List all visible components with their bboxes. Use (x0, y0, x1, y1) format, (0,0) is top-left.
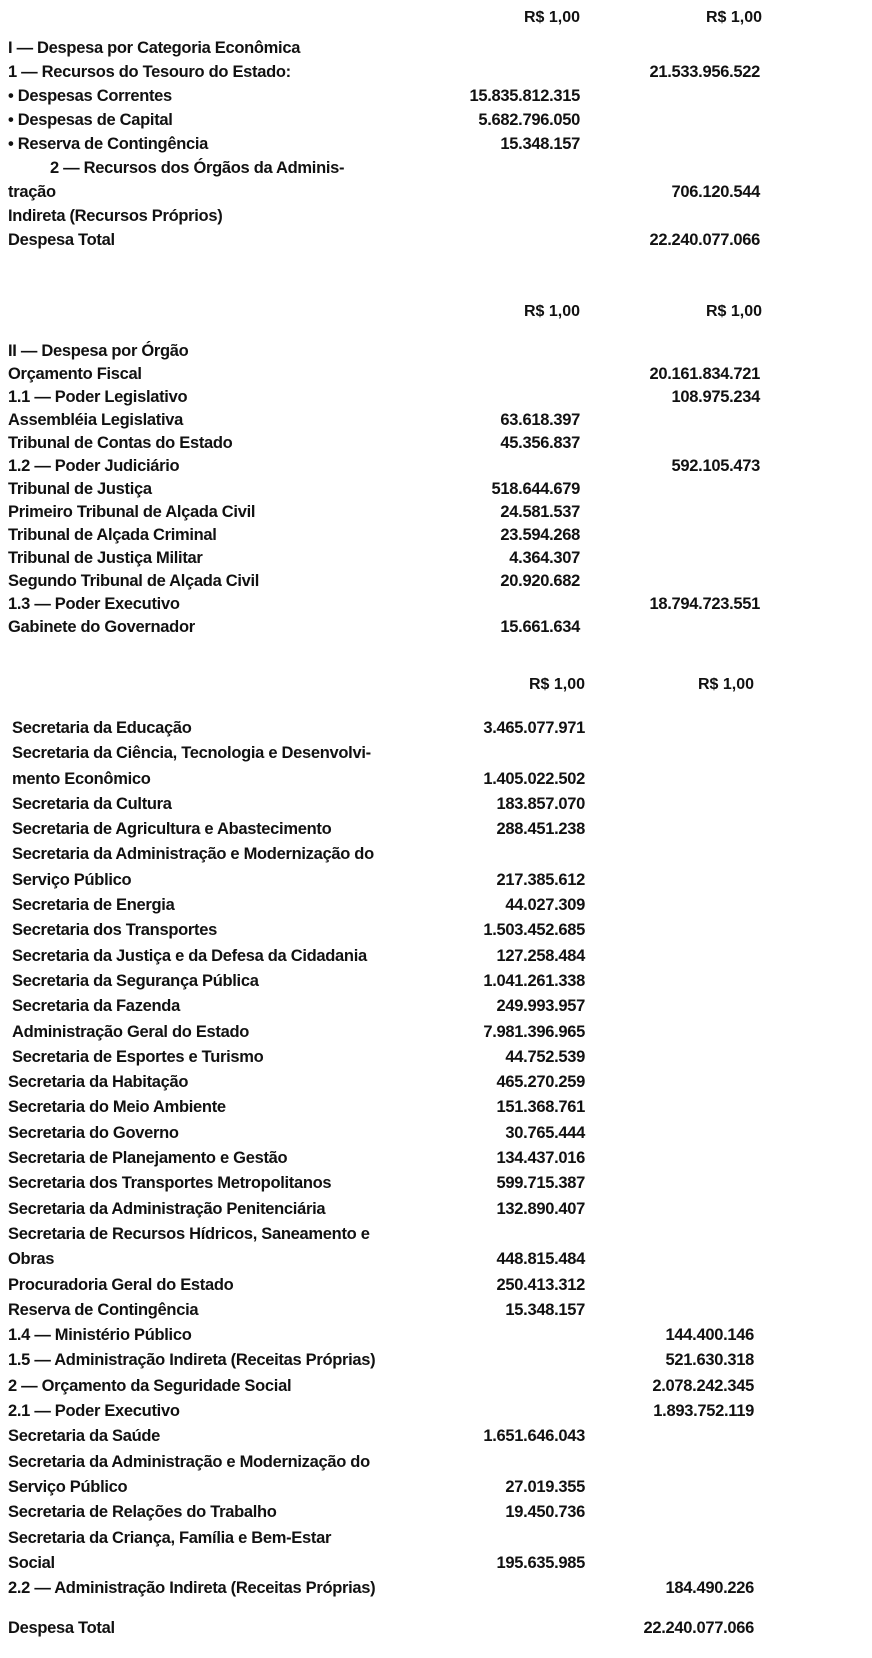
row-label: Secretaria da Cultura (12, 794, 172, 813)
table-row (0, 1348, 872, 1373)
row-label: • Reserva de Contingência (8, 135, 209, 153)
row-label: Primeiro Tribunal de Alçada Civil (8, 503, 256, 521)
row-value-detail: 15.348.157 (505, 1300, 585, 1319)
row-value-detail: 183.857.070 (496, 794, 585, 813)
table-row (0, 409, 872, 432)
row-label: 2.1 — Poder Executivo (8, 1402, 180, 1421)
table-row (0, 156, 872, 180)
table-row (0, 716, 872, 741)
table-row (0, 1045, 872, 1070)
table-row (0, 1020, 872, 1045)
row-label: 1 — Recursos do Tesouro do Estado: (8, 63, 291, 81)
table-row (0, 1222, 872, 1247)
row-label: Secretaria de Recursos Hídricos, Saneamento e (8, 1224, 370, 1243)
row-value-detail: 44.027.309 (505, 896, 585, 915)
currency-header-col-b: R$ 1,00 (705, 303, 762, 320)
row-label: Secretaria dos Transportes Metropolitanos (8, 1174, 332, 1193)
section-despesa-por-categoria (0, 7, 872, 252)
row-label: mento Econômico (12, 769, 151, 788)
table-row (0, 204, 872, 228)
row-label: tração (8, 183, 56, 201)
table-row (0, 944, 872, 969)
row-label: Obras (8, 1250, 55, 1269)
currency-header-row (0, 301, 872, 323)
row-value-total: 592.105.473 (671, 457, 760, 475)
row-value-total: 108.975.234 (671, 388, 760, 406)
row-label: Despesa Total (8, 231, 115, 249)
row-label: Reserva de Contingência (8, 1300, 199, 1319)
table-row (0, 1424, 872, 1449)
row-label: Secretaria da Habitação (8, 1073, 189, 1092)
row-label: Secretaria da Educação (12, 719, 192, 737)
table-row (0, 1171, 872, 1196)
table-row (0, 36, 872, 60)
row-value-total: 144.400.146 (665, 1326, 754, 1345)
row-label: 2 — Recursos dos Órgãos da Adminis- (50, 159, 345, 177)
row-label: Secretaria de Agricultura e Abastecimento (12, 820, 332, 839)
table-row (0, 84, 872, 108)
table-row (0, 455, 872, 478)
row-label: Secretaria da Segurança Pública (12, 971, 259, 990)
row-value-detail: 1.651.646.043 (483, 1427, 585, 1446)
row-label: Despesa Total (8, 1619, 115, 1638)
table-row (0, 132, 872, 156)
row-value-detail: 134.437.016 (496, 1149, 585, 1168)
table-row (0, 868, 872, 893)
table-row (0, 363, 872, 386)
row-value-detail: 24.581.537 (500, 503, 580, 521)
row-label: 1.3 — Poder Executivo (8, 595, 180, 613)
row-label: Administração Geral do Estado (12, 1022, 250, 1041)
table-row (0, 108, 872, 132)
row-label: Secretaria de Relações do Trabalho (8, 1503, 277, 1522)
row-value-detail: 15.661.634 (500, 618, 580, 636)
table-row (0, 180, 872, 204)
table-row (0, 1551, 872, 1576)
row-value-detail: 249.993.957 (496, 997, 585, 1016)
row-value-total: 521.630.318 (665, 1351, 754, 1370)
row-label: Secretaria da Administração e Modernização do (8, 1452, 370, 1471)
row-label: 2.2 — Administração Indireta (Receitas Próprias) (8, 1579, 376, 1598)
table-row (0, 1197, 872, 1222)
table-row (0, 1298, 872, 1323)
currency-header-col-a: R$ 1,00 (523, 303, 580, 320)
table-row (0, 1399, 872, 1424)
row-label: Secretaria dos Transportes (12, 921, 217, 940)
table-row (0, 817, 872, 842)
row-label: Tribunal de Justiça Militar (8, 549, 203, 567)
table-row (0, 386, 872, 409)
table-row (0, 893, 872, 918)
table-row (0, 1070, 872, 1095)
table-row (0, 1121, 872, 1146)
table-row (0, 1475, 872, 1500)
row-label: I — Despesa por Categoria Econômica (8, 39, 301, 57)
row-value-total: 22.240.077.066 (643, 1619, 754, 1638)
row-label: Segundo Tribunal de Alçada Civil (8, 572, 260, 590)
row-label: 1.5 — Administração Indireta (Receitas Próprias) (8, 1351, 376, 1370)
table-row (0, 60, 872, 84)
table-row (0, 994, 872, 1019)
row-value-detail: 63.618.397 (500, 411, 580, 429)
row-value-detail: 20.920.682 (500, 572, 580, 590)
row-label: 2 — Orçamento da Seguridade Social (8, 1376, 292, 1395)
row-value-detail: 45.356.837 (500, 434, 580, 452)
row-label: Secretaria do Meio Ambiente (8, 1098, 226, 1117)
row-value-detail: 4.364.307 (509, 549, 580, 567)
row-label: Secretaria do Governo (8, 1123, 179, 1142)
table-row (0, 524, 872, 547)
table-row (0, 1273, 872, 1298)
row-value-total: 184.490.226 (665, 1579, 754, 1598)
row-label: II — Despesa por Órgão (8, 342, 189, 360)
row-value-detail: 1.405.022.502 (483, 769, 585, 788)
row-label: Serviço Público (8, 1477, 128, 1496)
table-row (0, 767, 872, 792)
row-label: Tribunal de Justiça (8, 480, 152, 498)
row-label: Secretaria da Ciência, Tecnologia e Desenvolvi- (12, 744, 371, 763)
row-value-detail: 7.981.396.965 (483, 1022, 585, 1041)
row-value-total: 21.533.956.522 (649, 63, 760, 81)
row-label: Secretaria da Saúde (8, 1427, 161, 1446)
currency-header-col-a: R$ 1,00 (528, 676, 585, 693)
row-value-detail: 151.368.761 (496, 1098, 585, 1117)
row-value-detail: 1.041.261.338 (483, 971, 585, 990)
row-value-detail: 217.385.612 (496, 870, 585, 889)
row-label: Gabinete do Governador (8, 618, 195, 636)
currency-header-col-b: R$ 1,00 (697, 676, 754, 693)
row-value-total: 1.893.752.119 (653, 1402, 754, 1421)
currency-header-row (0, 7, 872, 29)
row-label: Procuradoria Geral do Estado (8, 1275, 234, 1294)
row-label: Secretaria da Criança, Família e Bem-Estar (8, 1528, 332, 1547)
row-value-detail: 288.451.238 (496, 820, 585, 839)
row-value-detail: 250.413.312 (496, 1275, 585, 1294)
row-value-total: 20.161.834.721 (649, 365, 760, 383)
row-value-detail: 465.270.259 (496, 1073, 585, 1092)
row-label: Orçamento Fiscal (8, 365, 142, 383)
row-label: 1.2 — Poder Judiciário (8, 457, 180, 475)
row-value-detail: 599.715.387 (496, 1174, 585, 1193)
row-label: 1.4 — Ministério Público (8, 1326, 192, 1345)
row-label: Secretaria de Energia (12, 896, 175, 915)
row-label: Tribunal de Alçada Criminal (8, 526, 217, 544)
row-value-total: 22.240.077.066 (649, 231, 760, 249)
row-value-detail: 195.635.985 (496, 1553, 585, 1572)
table-row (0, 547, 872, 570)
currency-header-row (0, 674, 872, 696)
row-value-detail: 127.258.484 (496, 946, 585, 965)
table-row (0, 478, 872, 501)
table-row (0, 1500, 872, 1525)
table-row (0, 842, 872, 867)
row-label: • Despesas Correntes (8, 87, 172, 105)
row-value-detail: 132.890.407 (496, 1199, 585, 1218)
row-value-detail: 30.765.444 (505, 1123, 585, 1142)
table-row (0, 1095, 872, 1120)
row-label: • Despesas de Capital (8, 111, 173, 129)
row-value-detail: 448.815.484 (496, 1250, 585, 1269)
currency-header-col-b: R$ 1,00 (705, 9, 762, 26)
row-value-detail: 15.835.812.315 (469, 87, 580, 105)
row-value-total: 706.120.544 (671, 183, 760, 201)
table-row (0, 340, 872, 363)
row-value-total: 2.078.242.345 (652, 1376, 754, 1395)
section-despesa-por-orgao (0, 301, 872, 639)
row-value-detail: 15.348.157 (500, 135, 580, 153)
row-label: 1.1 — Poder Legislativo (8, 388, 188, 406)
row-label: Secretaria da Fazenda (12, 997, 180, 1016)
row-value-total: 18.794.723.551 (649, 595, 760, 613)
row-value-detail: 19.450.736 (505, 1503, 585, 1522)
row-value-detail: 5.682.796.050 (478, 111, 580, 129)
row-label: Serviço Público (12, 870, 132, 889)
table-row (0, 741, 872, 766)
table-row (0, 969, 872, 994)
table-row (0, 792, 872, 817)
row-label: Secretaria da Administração e Modernização do (12, 845, 374, 864)
table-row (0, 432, 872, 455)
row-label: Indireta (Recursos Próprios) (8, 207, 223, 225)
row-label: Secretaria da Administração Penitenciária (8, 1199, 326, 1218)
currency-header-col-a: R$ 1,00 (523, 9, 580, 26)
table-row (0, 1146, 872, 1171)
table-row (0, 918, 872, 943)
table-row (0, 593, 872, 616)
row-label: Assembléia Legislativa (8, 411, 183, 429)
row-value-detail: 23.594.268 (500, 526, 580, 544)
row-label: Secretaria de Planejamento e Gestão (8, 1149, 288, 1168)
row-label: Secretaria de Esportes e Turismo (12, 1047, 264, 1066)
row-label: Tribunal de Contas do Estado (8, 434, 233, 452)
table-row (0, 1374, 872, 1399)
row-value-detail: 1.503.452.685 (483, 921, 585, 940)
table-row (0, 1616, 872, 1641)
row-value-detail: 27.019.355 (505, 1477, 585, 1496)
row-value-detail: 518.644.679 (491, 480, 580, 498)
row-label: Social (8, 1553, 55, 1572)
section-despesa-por-orgao-continued (0, 674, 872, 1642)
row-value-detail: 3.465.077.971 (483, 719, 585, 737)
table-row (0, 1323, 872, 1348)
table-row (0, 228, 872, 252)
table-row (0, 570, 872, 593)
table-row (0, 501, 872, 524)
table-row (0, 616, 872, 639)
table-row (0, 1247, 872, 1272)
table-row (0, 1576, 872, 1601)
table-row (0, 1526, 872, 1551)
row-label: Secretaria da Justiça e da Defesa da Cidadania (12, 946, 367, 965)
row-value-detail: 44.752.539 (505, 1047, 585, 1066)
table-row (0, 1450, 872, 1475)
